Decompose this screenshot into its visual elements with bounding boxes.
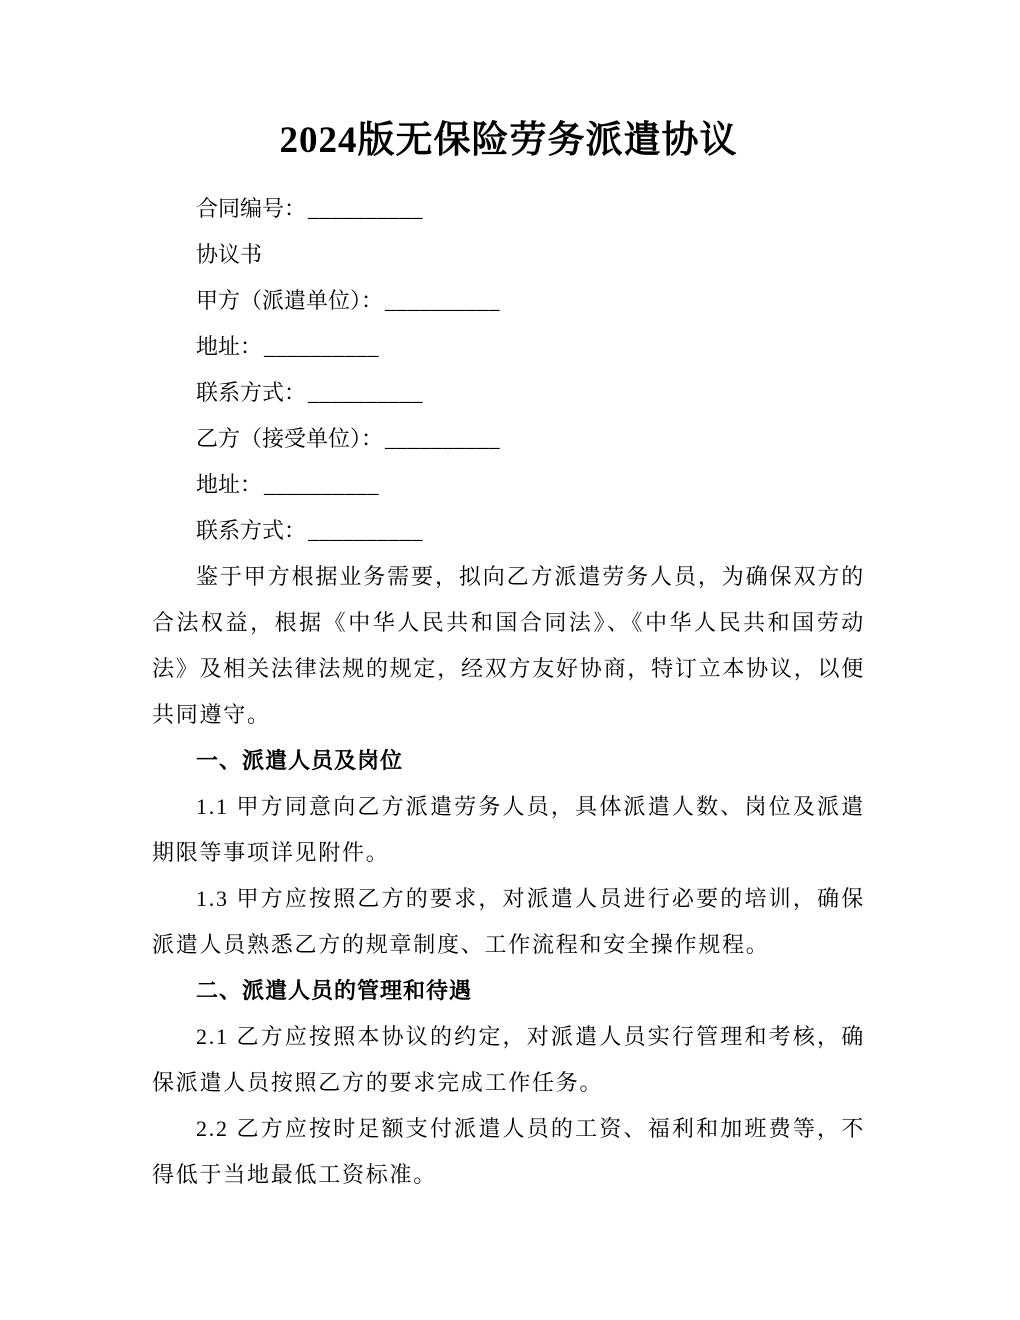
- field-contract-number: [152, 186, 865, 232]
- blank-underline: __________: [385, 426, 501, 451]
- field-party-b-address: [152, 462, 865, 508]
- blank-underline: __________: [264, 334, 380, 359]
- field-label: 地址：: [196, 334, 263, 359]
- clause-2-2: 2.2 乙方应按时足额支付派遣人员的工资、福利和加班费等，不得低于当地最低工资标准。: [152, 1116, 865, 1187]
- section-1-heading: 一、派遣人员及岗位: [196, 748, 404, 773]
- section-2-heading: 二、派遣人员的管理和待遇: [196, 978, 473, 1003]
- field-label: 联系方式：: [196, 380, 307, 405]
- blank-underline: __________: [385, 288, 501, 313]
- field-party-a-address: [152, 324, 865, 370]
- blank-underline: __________: [308, 196, 424, 221]
- field-party-a-contact: [152, 370, 865, 416]
- document-body: [152, 116, 865, 1198]
- blank-underline: __________: [308, 518, 424, 543]
- blank-underline: __________: [264, 472, 380, 497]
- field-label: 协议书: [196, 242, 263, 267]
- field-label: 乙方（接受单位）：: [196, 426, 384, 451]
- field-label: 合同编号：: [196, 196, 307, 221]
- preamble-paragraph: 鉴于甲方根据业务需要，拟向乙方派遣劳务人员，为确保双方的合法权益，根据《中华人民共和国合同法》、《中华人民共和国劳动法》及相关法律法规的规定，经双方友好协商，特订立本协议，以便共同遵守。: [152, 564, 865, 727]
- blank-underline: __________: [308, 380, 424, 405]
- field-party-b-contact: [152, 508, 865, 554]
- clause-2-1: 2.1 乙方应按照本协议的约定，对派遣人员实行管理和考核，确保派遣人员按照乙方的要求完成工作任务。: [152, 1024, 865, 1095]
- field-party-a: [152, 278, 865, 324]
- field-party-b: [152, 416, 865, 462]
- field-label: 地址：: [196, 472, 263, 497]
- field-agreement-doc: [152, 232, 865, 278]
- field-label: 甲方（派遣单位）：: [196, 288, 384, 313]
- field-label: 联系方式：: [196, 518, 307, 543]
- clause-1-1: 1.1 甲方同意向乙方派遣劳务人员，具体派遣人数、岗位及派遣期限等事项详见附件。: [152, 794, 865, 865]
- clause-1-3: 1.3 甲方应按照乙方的要求，对派遣人员进行必要的培训，确保派遣人员熟悉乙方的规章制度、工作流程和安全操作规程。: [152, 886, 865, 957]
- document-title: 2024版无保险劳务派遣协议: [279, 120, 738, 161]
